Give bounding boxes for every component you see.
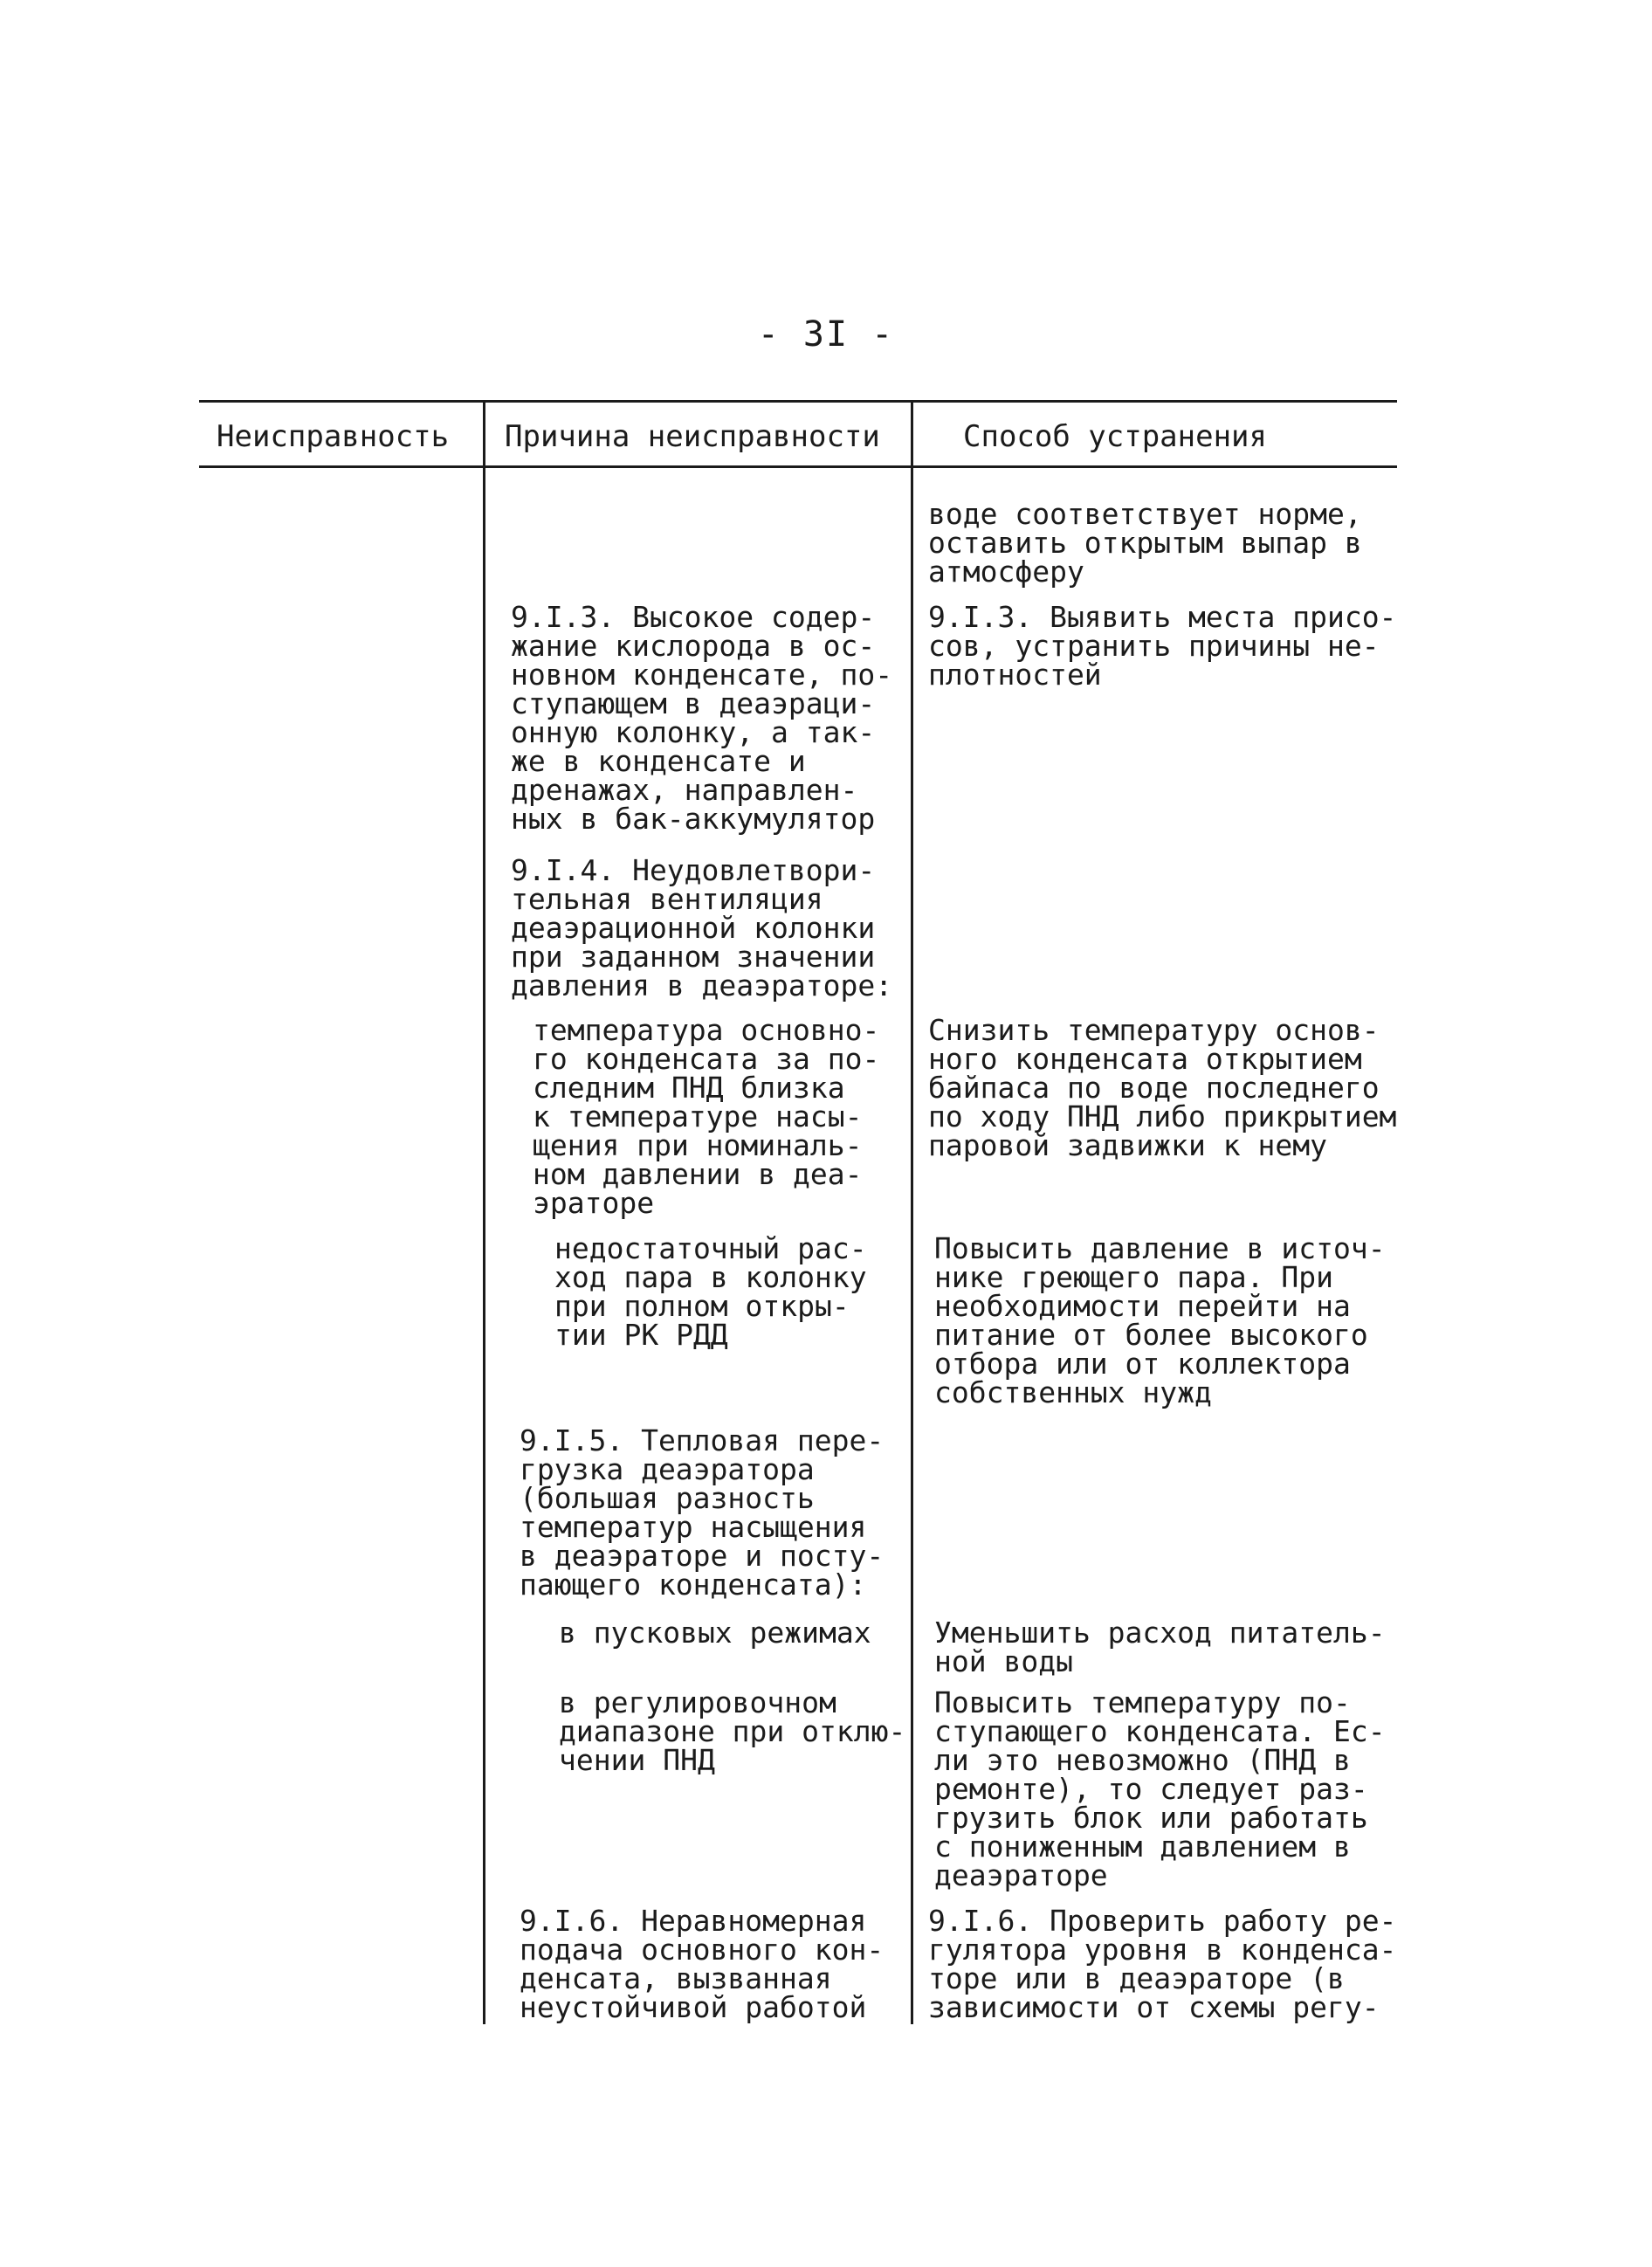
remedy-cell-steam-flow: Повысить давление в источ- нике греющего пара. При необходимости перейти на питание от более высокого отбора или от коллектора собственных нужд bbox=[934, 1231, 1386, 1409]
remedy-cell-startup: Уменьшить расход питатель- ной воды bbox=[934, 1616, 1386, 1678]
remedy-cell-regulating: Повысить температуру по- ступающего конденсата. Ес- ли это невозможно (ПНД в ремонте), то следует раз- грузить блок или работать с пониженным давлением в деаэраторе bbox=[934, 1685, 1386, 1892]
header-fault: Неисправность bbox=[217, 419, 450, 454]
column-divider-1 bbox=[483, 400, 485, 2024]
cause-cell-regulating: в регулировочном диапазоне при отклю- чении ПНД bbox=[559, 1685, 906, 1777]
cause-cell-temperature: температура основно- го конденсата за по- следним ПНД близка к температуре насы- щения при номиналь- ном давлении в деа- эраторе bbox=[533, 1013, 880, 1220]
page-number: - 3I - bbox=[757, 314, 895, 355]
table-header-rule bbox=[199, 465, 1397, 468]
cause-cell-9-1-6: 9.I.6. Неравномерная подача основного кон- денсата, вызванная неустойчивой работой bbox=[520, 1904, 885, 2024]
remedy-cell-temperature: Снизить температуру основ- ного конденсата открытием байпаса по воде последнего по ходу ПНД либо прикрытием паровой задвижки к нему bbox=[928, 1013, 1397, 1162]
cause-cell-9-1-5: 9.I.5. Тепловая пере- грузка деаэратора (большая разность температур насыщения в деаэраторе и посту- пающего конденсата): bbox=[520, 1423, 885, 1602]
cause-cell-steam-flow: недостаточный рас- ход пара в колонку при полном откры- тии РК РДД bbox=[554, 1231, 867, 1352]
remedy-cell-9-1-6: 9.I.6. Проверить работу ре- гулятора уровня в конденса- торе или в деаэраторе (в зависимости от схемы регу- bbox=[928, 1904, 1397, 2024]
remedy-cell-9-1-3: 9.I.3. Выявить места присо- сов, устранить причины не- плотностей bbox=[928, 600, 1397, 692]
header-cause: Причина неисправности bbox=[505, 419, 880, 454]
cause-cell-9-1-4: 9.I.4. Неудовлетвори- тельная вентиляция деаэрационной колонки при заданном значении давления в деаэраторе: bbox=[511, 853, 893, 1003]
table-top-rule bbox=[199, 400, 1397, 403]
header-remedy: Способ устранения bbox=[963, 419, 1267, 454]
remedy-cell-continued: воде соответствует норме, оставить открытым выпар в атмосферу bbox=[928, 497, 1362, 589]
cause-cell-9-1-3: 9.I.3. Высокое содер- жание кислорода в ос- новном конденсате, по- ступающем в деаэраци- онную колонку, а так- же в конденсате и дренажах, направлен- ных в бак-аккумулятор bbox=[511, 600, 893, 836]
cause-cell-startup: в пусковых режимах bbox=[559, 1616, 871, 1650]
column-divider-2 bbox=[911, 400, 913, 2024]
